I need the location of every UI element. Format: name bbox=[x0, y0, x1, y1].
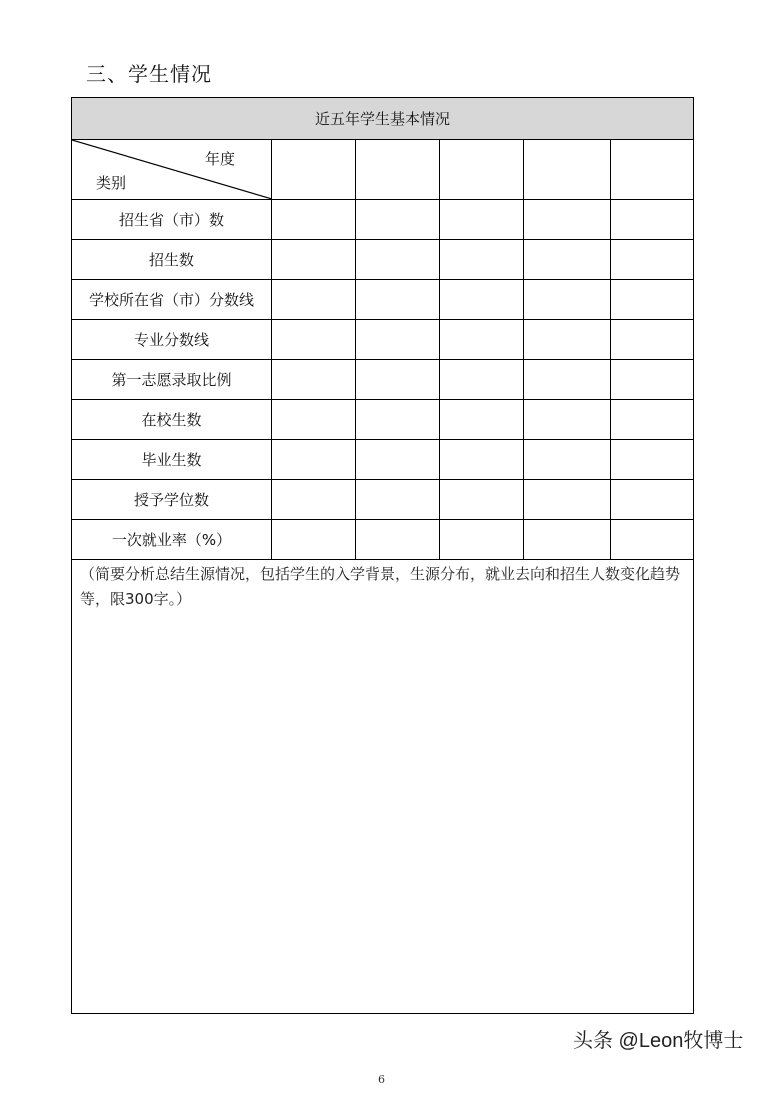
data-cell[interactable] bbox=[524, 520, 611, 560]
row-label: 一次就业率（%） bbox=[72, 520, 272, 560]
diagonal-header-cell bbox=[72, 140, 272, 200]
notes-instruction: （简要分析总结生源情况，包括学生的入学背景，生源分布，就业去向和招生人数变化趋势等，限300字。） bbox=[80, 565, 681, 608]
data-cell[interactable] bbox=[524, 440, 611, 480]
table-row bbox=[72, 360, 694, 400]
data-cell[interactable] bbox=[356, 280, 440, 320]
data-cell[interactable] bbox=[272, 240, 356, 280]
year-column-cell[interactable] bbox=[356, 140, 440, 200]
row-label: 学校所在省（市）分数线 bbox=[72, 280, 272, 320]
table-row bbox=[72, 320, 694, 360]
data-cell[interactable] bbox=[272, 440, 356, 480]
data-cell[interactable] bbox=[356, 200, 440, 240]
data-cell[interactable] bbox=[611, 320, 694, 360]
data-cell[interactable] bbox=[440, 240, 524, 280]
data-cell[interactable] bbox=[272, 520, 356, 560]
year-column-cell[interactable] bbox=[611, 140, 694, 200]
data-cell[interactable] bbox=[611, 480, 694, 520]
row-label: 专业分数线 bbox=[72, 320, 272, 360]
data-cell[interactable] bbox=[272, 400, 356, 440]
data-cell[interactable] bbox=[524, 200, 611, 240]
data-cell[interactable] bbox=[611, 400, 694, 440]
data-cell[interactable] bbox=[440, 360, 524, 400]
data-cell[interactable] bbox=[440, 520, 524, 560]
row-label: 招生省（市）数 bbox=[72, 200, 272, 240]
data-cell[interactable] bbox=[611, 360, 694, 400]
data-cell[interactable] bbox=[440, 400, 524, 440]
data-cell[interactable] bbox=[356, 400, 440, 440]
footer-watermark: 头条 @Leon牧博士 bbox=[573, 1030, 744, 1052]
page-number: 6 bbox=[378, 1073, 385, 1086]
data-cell[interactable] bbox=[611, 440, 694, 480]
data-cell[interactable] bbox=[272, 200, 356, 240]
data-cell[interactable] bbox=[524, 400, 611, 440]
data-cell[interactable] bbox=[272, 280, 356, 320]
data-cell[interactable] bbox=[356, 440, 440, 480]
data-cell[interactable] bbox=[356, 480, 440, 520]
data-cell[interactable] bbox=[440, 440, 524, 480]
row-label: 在校生数 bbox=[72, 400, 272, 440]
data-cell[interactable] bbox=[524, 360, 611, 400]
year-column-cell[interactable] bbox=[272, 140, 356, 200]
analysis-notes-cell[interactable] bbox=[72, 560, 694, 1014]
data-cell[interactable] bbox=[611, 240, 694, 280]
header-category-label: 类别 bbox=[96, 174, 127, 192]
table-title: 近五年学生基本情况 bbox=[72, 98, 694, 140]
data-cell[interactable] bbox=[356, 360, 440, 400]
table-row bbox=[72, 280, 694, 320]
data-cell[interactable] bbox=[272, 480, 356, 520]
data-cell[interactable] bbox=[440, 480, 524, 520]
data-cell[interactable] bbox=[611, 280, 694, 320]
data-cell[interactable] bbox=[440, 280, 524, 320]
table-row bbox=[72, 200, 694, 240]
table-row bbox=[72, 240, 694, 280]
data-cell[interactable] bbox=[356, 320, 440, 360]
data-cell[interactable] bbox=[524, 240, 611, 280]
row-label: 招生数 bbox=[72, 240, 272, 280]
year-column-cell[interactable] bbox=[524, 140, 611, 200]
data-cell[interactable] bbox=[611, 520, 694, 560]
year-column-cell[interactable] bbox=[440, 140, 524, 200]
table-row bbox=[72, 480, 694, 520]
data-cell[interactable] bbox=[356, 240, 440, 280]
data-cell[interactable] bbox=[524, 320, 611, 360]
row-label: 授予学位数 bbox=[72, 480, 272, 520]
data-cell[interactable] bbox=[524, 480, 611, 520]
table-row bbox=[72, 400, 694, 440]
row-label: 第一志愿录取比例 bbox=[72, 360, 272, 400]
data-cell[interactable] bbox=[611, 200, 694, 240]
data-cell[interactable] bbox=[440, 320, 524, 360]
data-cell[interactable] bbox=[272, 320, 356, 360]
section-heading: 三、学生情况 bbox=[86, 62, 212, 86]
header-year-label: 年度 bbox=[204, 150, 235, 168]
data-cell[interactable] bbox=[440, 200, 524, 240]
table-row bbox=[72, 520, 694, 560]
student-stats-table bbox=[71, 97, 694, 1014]
data-cell[interactable] bbox=[524, 280, 611, 320]
data-cell[interactable] bbox=[356, 520, 440, 560]
table-row bbox=[72, 440, 694, 480]
row-label: 毕业生数 bbox=[72, 440, 272, 480]
data-cell[interactable] bbox=[272, 360, 356, 400]
